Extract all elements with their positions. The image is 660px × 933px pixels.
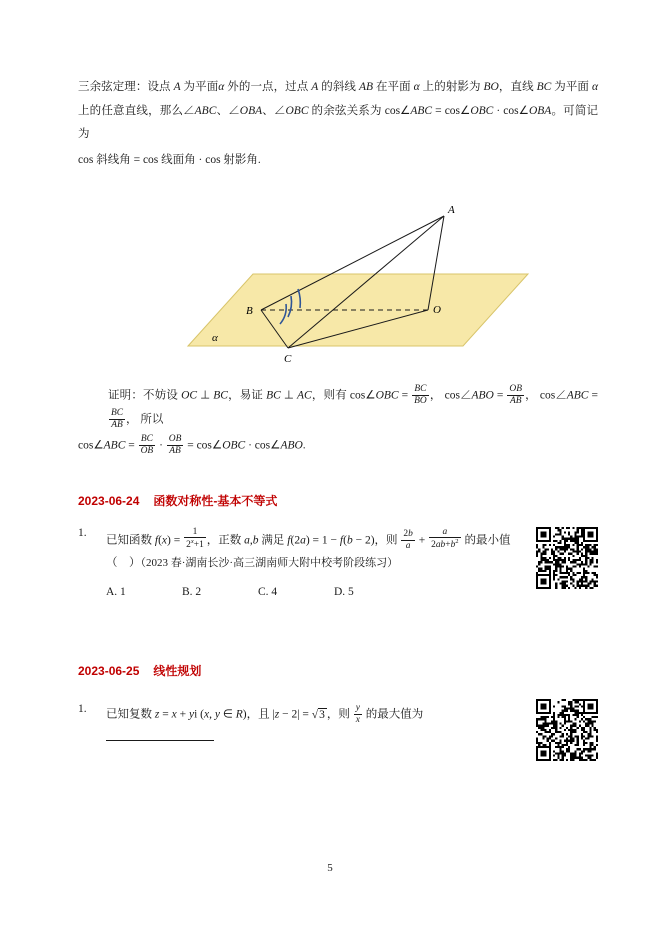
problem-number: 1. [78,526,87,539]
problem-2-1 [78,703,598,763]
label-b: B [246,305,253,318]
problem-text: 已知函数 f(x) = $\frac{1}{2^x+1}$ ，正数 a,b 满足 f(2a) = 1 − f(b − 2)，则 $\frac{2b}{a}$ + $\frac{a}{2ab+b^2}$ 的最小值 （ ）（2023 春·湖南长沙·高三湖南师大附中校考阶段练习） A. 1 B. 2 C. 4 D. 5 [106,527,514,604]
proof-text: 证明：不妨设 OC ⊥ BC，易证 BC ⊥ AC，则有 cos∠OBC = $\frac{BC}{BO}$ ， cos∠ABO = $\frac{OB}{AB}$ ， cos∠ABC = $\frac{BC}{AB}$ ， 所以 [108,384,598,430]
qr-code-problem-1-1[interactable] [536,527,598,589]
page-number: 5 [327,862,333,874]
section-header-1 [78,492,598,509]
page-content [78,76,598,763]
problem-1-1 [78,527,598,604]
qr-code-problem-2-1[interactable] [536,699,598,761]
problem-text: 已知复数 z = x + yi (x, y ∈ R)，且 |z − 2| = √3 ，则 $\frac{y}{x}$ 的最大值为 [106,703,514,749]
geometry-figure [78,196,598,376]
theorem-short-form: cos 斜线角 = cos 线面角 · cos 射影角. [78,153,261,166]
problem-source: （2023 春·湖南长沙·高三湖南师大附中校考阶段练习） [140,557,399,570]
section-header-2 [78,662,598,679]
label-o: O [433,304,441,317]
answer-blank[interactable] [106,730,214,741]
figure-svg [128,196,548,381]
problem-answer-and-source: （ ）（2023 春·湖南长沙·高三湖南师大附中校考阶段练习） [106,557,399,570]
section-title-2: 线性规划 [153,664,202,679]
choice-d[interactable]: D. 5 [334,586,354,599]
section-title-1: 函数对称性-基本不等式 [153,493,278,508]
choice-a[interactable]: A. 1 [106,586,126,599]
problem-number: 1. [78,703,87,716]
label-alpha: α [212,332,218,345]
proof-conclusion: cos∠ABC = $\frac{BC}{OB}$ · $\frac{OB}{AB}$ = cos∠OBC · cos∠ABO. [78,434,306,456]
section-date-1: 2023-06-24 [78,493,140,508]
section-date-2: 2023-06-25 [78,664,140,679]
plane-alpha [188,274,528,346]
theorem-statement: 三余弦定理：设点 A 为平面α 外的一点，过点 A 的斜线 AB 在平面 α 上的射影为 BO，直线 BC 为平面 α 上的任意直线，那么∠ABC、∠OBA、∠OBC 的余弦关系为 cos∠ABC = cos∠OBC · cos∠OBA。可简记为 [78,81,599,141]
problem-choices [106,581,514,604]
label-c: C [284,353,292,366]
label-a: A [448,204,455,217]
choice-c[interactable]: C. 4 [258,586,278,599]
choice-b[interactable]: B. 2 [182,586,202,599]
